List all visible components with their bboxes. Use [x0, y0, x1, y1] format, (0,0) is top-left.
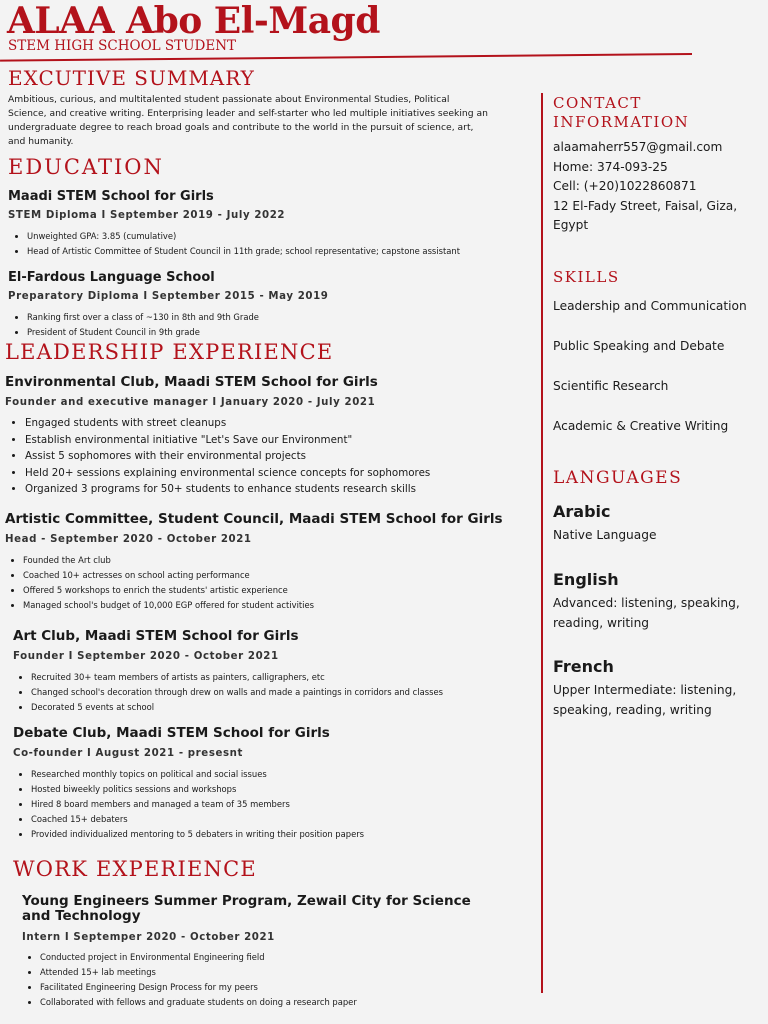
- language-level-line: reading, writing: [553, 615, 650, 630]
- list-item: • Hosted biweekly politics sessions and workshops: [31, 782, 364, 797]
- summary-heading: EXCUTIVE SUMMARY: [8, 66, 255, 90]
- summary-text: Ambitious, curious, and multitalented student passionate about Environmental Studies, Political Science, and creative writing. Enterprising leader and self-starter who led multiple initiatives seeking an undergraduate degree to reach broad goals and contribute to the world in the pursuit of science, art, and humanity.: [8, 94, 488, 147]
- skills-heading: SKILLS: [553, 268, 620, 286]
- list-item: • President of Student Council in 9th grade: [27, 325, 259, 340]
- work-org: [22, 894, 471, 924]
- list-item: • Facilitated Engineering Design Process for my peers: [40, 980, 357, 995]
- resume-subtitle: STEM HIGH SCHOOL STUDENT: [8, 38, 237, 54]
- leadership-role: Founder and executive manager I January 2020 - July 2021: [5, 397, 376, 408]
- leadership-org: Debate Club, Maadi STEM School for Girls: [13, 725, 330, 741]
- list-item: • Attended 15+ lab meetings: [40, 965, 357, 980]
- list-item: • Recruited 30+ team members of artists as painters, calligraphers, etc: [31, 670, 443, 685]
- leadership-bullets: [17, 670, 443, 715]
- work-bullets: [26, 950, 357, 1010]
- skill-item: Leadership and Communication: [553, 299, 747, 313]
- language-level: [553, 526, 763, 546]
- list-item: • Researched monthly topics on political and social issues: [31, 767, 364, 782]
- contact-email[interactable]: alaamaherr557@gmail.com: [553, 140, 723, 154]
- leadership-heading: LEADERSHIP EXPERIENCE: [5, 340, 334, 364]
- language-name: French: [553, 657, 614, 676]
- language-level-line: Advanced: listening, speaking,: [553, 596, 740, 610]
- list-item: • Ranking first over a class of ~130 in 8th and 9th Grade: [27, 310, 259, 325]
- language-level: [553, 594, 763, 633]
- list-item: • Offered 5 workshops to enrich the students' artistic experience: [23, 583, 314, 598]
- work-heading: WORK EXPERIENCE: [13, 857, 257, 881]
- language-level: [553, 681, 763, 720]
- header-divider: [0, 53, 692, 62]
- list-item: • Assist 5 sophomores with their environmental projects: [25, 448, 430, 465]
- contact-details: [553, 138, 763, 236]
- skill-item: Academic & Creative Writing: [553, 419, 729, 433]
- education-bullets: [13, 310, 259, 340]
- leadership-role: Founder I September 2020 - October 2021: [13, 651, 279, 662]
- list-item: • Provided individualized mentoring to 5 debaters in writing their position papers: [31, 827, 364, 842]
- language-level-line: speaking, reading, writing: [553, 702, 712, 717]
- skill-item: Public Speaking and Debate: [553, 339, 725, 353]
- list-item: • Head of Artistic Committee of Student Council in 11th grade; school representative; capstone assistant: [27, 244, 460, 259]
- list-item: • Coached 15+ debaters: [31, 812, 364, 827]
- education-role: STEM Diploma I September 2019 - July 2022: [8, 210, 286, 221]
- work-org-line: and Technology: [22, 908, 141, 924]
- list-item: • Engaged students with street cleanups: [25, 415, 430, 432]
- leadership-bullets: [11, 415, 430, 498]
- list-item: • Managed school's budget of 10,000 EGP offered for student activities: [23, 598, 314, 613]
- work-role: Intern I Septemper 2020 - October 2021: [22, 932, 275, 943]
- language-name: Arabic: [553, 502, 611, 521]
- language-name: English: [553, 570, 619, 589]
- list-item: • Held 20+ sessions explaining environmental science concepts for sophomores: [25, 465, 430, 482]
- language-level-line: Upper Intermediate: listening,: [553, 683, 737, 697]
- list-item: • Unweighted GPA: 3.85 (cumulative): [27, 229, 460, 244]
- list-item: • Organized 3 programs for 50+ students to enhance students research skills: [25, 481, 430, 498]
- list-item: • Conducted project in Environmental Engineering field: [40, 950, 357, 965]
- list-item: • Establish environmental initiative "Let's Save our Environment": [25, 432, 430, 449]
- contact-heading-line: INFORMATION: [553, 113, 690, 131]
- leadership-org: Art Club, Maadi STEM School for Girls: [13, 628, 299, 644]
- list-item: • Coached 10+ actresses on school acting performance: [23, 568, 314, 583]
- leadership-org: Artistic Committee, Student Council, Maadi STEM School for Girls: [5, 511, 503, 527]
- leadership-bullets: [17, 767, 364, 842]
- contact-address: 12 El-Fady Street, Faisal, Giza,: [553, 198, 738, 213]
- education-bullets: [13, 229, 460, 259]
- list-item: • Collaborated with fellows and graduate students on doing a research paper: [40, 995, 357, 1010]
- education-org: Maadi STEM School for Girls: [8, 189, 214, 204]
- contact-cell-phone: Cell: (+20)1022860871: [553, 179, 697, 193]
- leadership-bullets: [9, 553, 314, 613]
- leadership-org: Environmental Club, Maadi STEM School for Girls: [5, 374, 378, 390]
- leadership-role: Head - September 2020 - October 2021: [5, 534, 252, 545]
- contact-heading-line: CONTACT: [553, 94, 642, 112]
- education-heading: EDUCATION: [8, 155, 164, 179]
- list-item: • Decorated 5 events at school: [31, 700, 443, 715]
- skill-item: Scientific Research: [553, 379, 669, 393]
- list-item: • Founded the Art club: [23, 553, 314, 568]
- education-role: Preparatory Diploma I September 2015 - May 2019: [8, 291, 329, 302]
- leadership-role: Co-founder I August 2021 - presesnt: [13, 748, 243, 759]
- list-item: • Hired 8 board members and managed a team of 35 members: [31, 797, 364, 812]
- language-level-line: Native Language: [553, 528, 657, 542]
- column-divider: [541, 93, 543, 993]
- contact-heading: [553, 94, 689, 132]
- contact-address: Egypt: [553, 218, 589, 232]
- education-org: El-Fardous Language School: [8, 270, 215, 285]
- work-org-line: Young Engineers Summer Program, Zewail City for Science: [22, 893, 471, 909]
- list-item: • Changed school's decoration through drew on walls and made a paintings in corridors and classes: [31, 685, 443, 700]
- resume-name: ALAA Abo El-Magd: [7, 0, 380, 42]
- contact-home-phone: Home: 374-093-25: [553, 159, 668, 174]
- languages-heading: LANGUAGES: [553, 468, 683, 488]
